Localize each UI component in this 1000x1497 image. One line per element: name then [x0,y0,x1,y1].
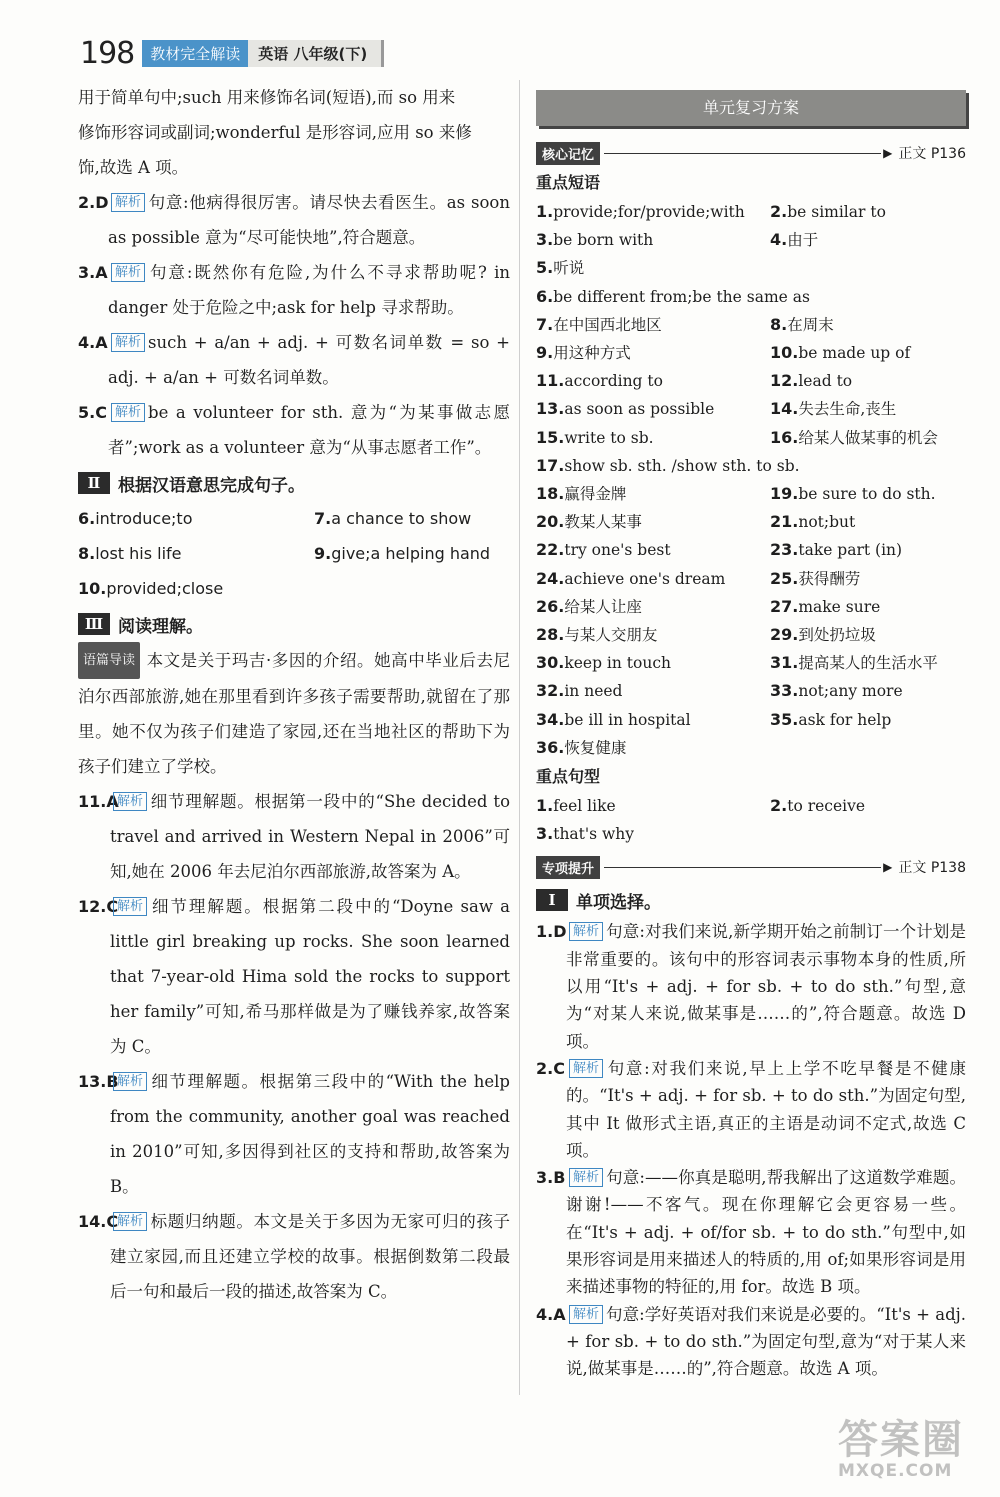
vocab-item [536,649,770,677]
vocab-number: 35. [770,709,799,729]
section-title: 阅读理解。 [118,616,203,637]
vocab-number: 10. [770,343,799,363]
vocab-item [536,226,770,254]
divider-line [604,867,881,868]
vocab-number: 14. [770,399,799,419]
vocab-item [770,226,966,254]
special-practice-tag: 专项提升 [536,856,600,879]
section-title: 根据汉语意思完成句子。 [118,475,305,496]
vocab-item [770,792,966,820]
answer-number: 13.B [78,1072,119,1091]
vocab-number: 27. [770,596,799,616]
review-banner: 单元复习方案 [536,90,966,126]
vocab-text: make sure [798,597,881,616]
vocab-item [536,820,966,848]
section-roman: Ⅱ [78,472,110,494]
vocab-item [536,424,770,452]
grid-answer: 6.introduce;to [78,509,193,528]
special-practice-bar [536,852,966,882]
vocab-number: 12. [770,371,799,391]
vocab-text: try one's best [564,541,671,560]
vocab-text: ask for help [798,710,892,729]
vocab-number: 13. [536,399,565,419]
vocab-number: 21. [770,512,799,532]
answer-number: 3.A [78,263,108,282]
vocab-number: 23. [770,540,799,560]
vocab-text: 教某人某事 [564,513,642,532]
answer-item [78,1064,510,1204]
vocab-item [770,395,966,423]
page-number: 198 [80,35,135,71]
vocab-item [536,283,966,311]
answer-number: 1.D [536,922,567,942]
answer-text: 句意:学好英语对我们来说是必要的。“It's + adj. + for sb. + to do sth.”为固定句型,意为“对于某人来说,做某事是……的”,符合题意。故选 A 项。 [566,1304,966,1379]
right-column [536,90,966,1383]
answer-text: 句意:既然你有危险,为什么不寻求帮助呢? in danger 处于危险之中;ask for help 寻求帮助。 [108,263,510,317]
section-roman: Ⅰ [536,889,568,911]
vocab-number: 19. [770,484,799,504]
vocab-text: 听说 [553,259,585,278]
vocab-item [770,424,966,452]
vocab-item [536,339,770,367]
answer-number: 2.D [78,193,109,212]
vocab-text: be born with [553,231,654,250]
vocab-item [770,508,966,536]
vocab-text: 给某人让座 [564,597,642,616]
vocab-number: 22. [536,540,565,560]
answer-text: 句意:对我们来说,新学期开始之前制订一个计划是非常重要的。该句中的形容词表示事物本身的性质,所以用“It's + adj. + for sb. + to do sth.”句型,意为“对某人来说,做某事是……的”,符合题意。故选 D 项。 [566,922,966,1051]
page-header [80,36,384,70]
analysis-tag: 解析 [569,1305,603,1324]
vocab-text: 用这种方式 [553,344,631,363]
grid-answer: 8.lost his life [78,544,182,563]
vocab-item [536,621,770,649]
vocab-item [536,792,770,820]
answer-text: 细节理解题。根据第一段中的“She decided to travel and arrived in Western Nepal in 2006”可知,她在 2006 年去尼泊尔西部旅游,故答案为 A。 [110,792,510,881]
vocab-item [536,593,770,621]
vocab-number: 2. [770,796,788,816]
reading-guide [78,642,510,784]
vocab-text: 获得酬劳 [798,569,861,588]
vocab-item [536,536,770,564]
reading-guide-text: 本文是关于玛吉·多因的介绍。她高中毕业后去尼泊尔西部旅游,她在那里看到许多孩子需要帮助,就留在了那里。她不仅为孩子们建造了家园,还在当地社区的帮助下为孩子们建立了学校。 [78,651,510,776]
vocab-text: to receive [787,797,866,816]
vocab-item [770,311,966,339]
vocab-number: 6. [536,286,554,306]
section-roman: Ⅲ [78,613,110,635]
vocab-number: 34. [536,709,565,729]
vocab-number: 11. [536,371,565,391]
arrow-right-icon: ▶ [883,146,893,160]
column-divider [519,80,520,1395]
vocab-item [536,677,770,705]
vocab-number: 9. [536,343,554,363]
analysis-tag: 解析 [111,333,145,352]
section-title: 单项选择。 [576,892,661,913]
vocab-number: 32. [536,681,565,701]
vocab-item [770,621,966,649]
vocab-item [536,367,770,395]
vocab-item [770,536,966,564]
vocab-number: 3. [536,230,554,250]
grid-answer: 9.give;a helping hand [314,544,491,563]
vocab-number: 25. [770,568,799,588]
vocab-text: 与某人交朋友 [564,626,658,645]
vocab-text: write to sb. [564,428,654,447]
vocab-text: be similar to [787,203,886,221]
vocab-text: 给某人做某事的机会 [798,428,938,447]
vocab-number: 24. [536,568,565,588]
vocab-text: 失去生命,丧生 [798,400,897,419]
answer-text: 句意:对我们来说,早上上学不吃早餐是不健康的。“It's + adj. + for sb. + to do sth.”为固定句型,其中 It 做形式主语,真正的主语是动词不定式,故选 C 项。 [566,1058,966,1160]
answer-number: 3.B [536,1168,566,1188]
phrases-grid [536,198,966,762]
vocab-item [770,649,966,677]
vocab-item [536,395,770,423]
answer-item [78,1204,510,1309]
intro-line: 修饰形容词或副词;wonderful 是形容词,应用 so 来修 [78,123,472,142]
analysis-tag: 解析 [113,1212,147,1231]
answer-text: 细节理解题。根据第二段中的“Doyne saw a little girl breaking up rocks. She soon learned that 7-year-old Hima sold the rocks to support her family”可知,希马那样做是为了赚钱养家,故答案为 C。 [110,897,510,1056]
answer-number: 11.A [78,792,119,811]
vocab-text: be made up of [798,344,911,363]
vocab-item [770,593,966,621]
analysis-tag: 解析 [111,403,145,422]
answer-number: 4.A [536,1304,566,1324]
answer-text: such + a/an + adj. + 可数名词单数 = so + adj. + a/an + 可数名词单数。 [108,333,510,387]
vocab-number: 31. [770,653,799,673]
analysis-tag: 解析 [569,1059,603,1078]
vocab-number: 29. [770,625,799,645]
answer-item [78,185,510,255]
vocab-item [536,452,966,480]
book-title: 教材完全解读 [142,40,248,67]
phrases-heading: 重点短语 [536,173,601,192]
answer-item [78,325,510,395]
vocab-number: 1. [536,796,554,816]
answer-grid [78,501,510,606]
answer-item [536,918,966,1054]
analysis-tag: 解析 [111,193,145,212]
choice-answers [536,918,966,1382]
intro-line: 用于简单句中;such 用来修饰名词(短语),而 so 用来 [78,88,456,107]
vocab-text: show sb. sth. /show sth. to sb. [564,456,800,475]
vocab-item [536,311,770,339]
vocab-number: 5. [536,258,554,278]
grid-answer: 7.a chance to show [314,509,472,528]
vocab-text: lead to [798,372,853,391]
vocab-text: 到处扔垃圾 [798,626,876,645]
answer-item [78,255,510,325]
vocab-number: 33. [770,681,799,701]
vocab-text: provide;for/provide;with [553,203,745,221]
vocab-text: in need [564,682,623,701]
page-reference: 正文 P138 [898,860,966,877]
answer-text: 句意:——你真是聪明,帮我解出了这道数学难题。谢谢!——不客气。现在你理解它会更容易一些。在“It's + adj. + of/for sb. + to do sth.”句型中,如果形容词是用来描述人的特质的,用 of;如果形容词是用来描述事物的特征的,用 for。故选 B 项。 [566,1168,966,1297]
answer-item [536,1301,966,1383]
answer-text: 细节理解题。根据第三段中的“With the help from the community, another goal was reached in 2010”可知,多因得到社区的支持和帮助,故答案为 B。 [110,1072,510,1196]
core-memory-tag: 核心记忆 [536,142,600,165]
section-heading [536,882,966,918]
vocab-text: be sure to do sth. [798,485,936,504]
vocab-text: 由于 [787,231,819,250]
watermark-url: MXQE.COM [838,1461,953,1481]
vocab-text: be different from;be the same as [553,287,810,306]
answer-item [78,784,510,889]
intro-line: 饰,故选 A 项。 [78,158,189,177]
page-reference: 正文 P136 [898,146,966,162]
core-memory-bar [536,138,966,168]
vocab-text: feel like [553,797,616,816]
vocab-number: 18. [536,484,565,504]
answer-number: 2.C [536,1058,565,1078]
answer-text: 标题归纳题。本文是关于多因为无家可归的孩子建立家园,而且还建立学校的故事。根据倒数第二段最后一句和最后一段的描述,故答案为 C。 [110,1212,510,1301]
analysis-tag: 解析 [569,922,603,941]
vocab-item [770,198,966,226]
subject-label: 英语 八年级(下) [248,40,384,67]
divider-line [604,153,881,154]
vocab-item [536,706,770,734]
watermark-logo-text: 答案圈 [838,1417,964,1463]
watermark [838,1408,988,1481]
vocab-number: 1. [536,202,554,221]
vocab-item [770,367,966,395]
vocab-text: not;any more [798,682,903,701]
vocab-number: 7. [536,314,554,334]
vocab-number: 3. [536,824,554,844]
vocab-text: be ill in hospital [564,710,691,729]
vocab-text: 提高某人的生活水平 [798,654,938,673]
vocab-number: 20. [536,512,565,532]
answer-number: 14.C [78,1212,119,1231]
vocab-number: 2. [770,202,788,221]
vocab-item [536,734,966,762]
vocab-text: according to [564,372,663,391]
vocab-item [770,677,966,705]
vocab-number: 36. [536,737,565,757]
vocab-item [770,339,966,367]
answer-number: 5.C [78,403,107,422]
vocab-text: as soon as possible [564,400,715,419]
answer-number: 12.C [78,897,119,916]
answer-text: 句意:他病得很厉害。请尽快去看医生。as soon as possible 意为“尽可能快地”,符合题意。 [108,193,510,247]
vocab-text: 在中国西北地区 [553,315,662,334]
vocab-number: 28. [536,625,565,645]
vocab-text: keep in touch [564,654,672,673]
vocab-item [770,706,966,734]
vocab-number: 4. [770,230,788,250]
vocab-item [536,565,770,593]
grid-answer: 10.provided;close [78,579,224,598]
sentences-grid [536,792,966,848]
vocab-text: not;but [798,513,856,532]
answer-text: be a volunteer for sth. 意为“为某事做志愿者”;work as a volunteer 意为“从事志愿者工作”。 [108,403,510,457]
vocab-text: 赢得金牌 [564,485,627,504]
analysis-tag: 解析 [111,263,145,282]
vocab-text: that's why [553,825,635,844]
vocab-number: 8. [770,314,788,334]
sentences-heading: 重点句型 [536,767,601,787]
vocab-text: 在周末 [787,315,834,334]
vocab-number: 16. [770,427,799,447]
left-column [78,80,510,1309]
answer-item [536,1055,966,1164]
analysis-tag: 解析 [113,792,147,811]
vocab-number: 15. [536,427,565,447]
vocab-number: 26. [536,596,565,616]
section-heading [78,465,510,501]
vocab-number: 30. [536,653,565,673]
answer-item [536,1164,966,1300]
answer-number: 4.A [78,333,108,352]
vocab-text: take part (in) [798,541,903,560]
arrow-right-icon: ▶ [883,860,893,875]
section-heading [78,606,510,642]
vocab-item [536,508,770,536]
vocab-item [770,480,966,508]
vocab-number: 17. [536,455,565,475]
answer-item [78,395,510,465]
vocab-text: 恢复健康 [564,738,627,757]
answer-item [78,889,510,1064]
analysis-tag: 解析 [569,1168,603,1187]
analysis-tag: 解析 [113,1072,147,1091]
analysis-tag: 解析 [113,897,147,916]
vocab-text: achieve one's dream [564,569,726,588]
vocab-item [536,254,966,282]
vocab-item [536,480,770,508]
vocab-item [770,565,966,593]
vocab-item [536,198,770,226]
reading-guide-tag: 语篇导读 [78,642,140,679]
